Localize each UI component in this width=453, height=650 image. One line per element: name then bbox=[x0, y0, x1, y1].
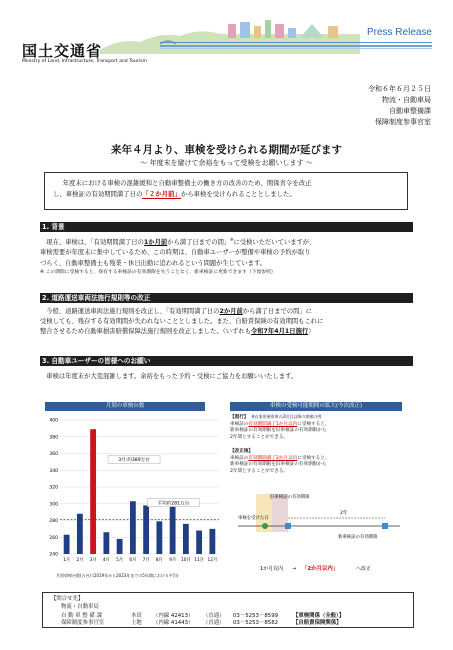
y-tick-label: 320 bbox=[49, 485, 58, 491]
section-2-heading: 2. 道路運送車両法施行規則等の改正 bbox=[40, 293, 413, 303]
bar bbox=[183, 524, 189, 554]
bar bbox=[130, 501, 136, 554]
x-tick-label: 11月 bbox=[194, 558, 205, 563]
new-expiry-marker bbox=[382, 523, 388, 529]
section-1-heading: 1. 背景 bbox=[40, 222, 413, 232]
chart-title: 月別の車検台数 bbox=[45, 402, 205, 411]
old-expiry-marker bbox=[285, 523, 291, 529]
dept-line-1: 物流・自動車局 bbox=[382, 96, 431, 104]
press-release-label: Press Release bbox=[366, 27, 432, 38]
header-color-band bbox=[160, 45, 432, 51]
bar bbox=[209, 529, 215, 554]
x-tick-label: 6月 bbox=[129, 558, 137, 563]
two-months-highlight: 「２か月前」 bbox=[142, 190, 181, 198]
right-panel-new: 【改正後】 車検証の有効期間満了2か月以内に受検すると、 新車検証の有効期限を旧車検証の有効期限から 2年間とすることができる。 bbox=[230, 449, 330, 474]
x-tick-label: 3月 bbox=[89, 558, 97, 563]
change-arrow: → bbox=[292, 566, 297, 572]
y-tick-label: 340 bbox=[49, 468, 58, 474]
contact-org: 物流・自動車局 bbox=[61, 604, 99, 611]
summary-box bbox=[44, 172, 408, 210]
bar bbox=[64, 535, 70, 554]
y-tick-label: 380 bbox=[49, 435, 58, 441]
x-tick-label: 4月 bbox=[102, 558, 110, 563]
ministry-logo-jp: 国土交通省 bbox=[22, 42, 103, 60]
page-subtitle: ～ 年度末を避けて余裕をもって受検をお願いします ～ bbox=[140, 159, 313, 167]
bar bbox=[90, 429, 96, 554]
summary-line-1: 年度末における車検の混雑緩和と自動車整備士の働き方の改善のため、関係省令を改正 bbox=[62, 179, 312, 187]
release-date: 令和６年６月２５日 bbox=[368, 85, 431, 93]
inspection-day-marker bbox=[262, 523, 268, 529]
ministry-logo-en: Ministry of Land, Infrastructure, Transport and Tourism bbox=[22, 59, 147, 64]
x-tick-label: 7月 bbox=[142, 558, 150, 563]
average-annotation: 平均約281万台 bbox=[157, 501, 190, 507]
x-tick-label: 5月 bbox=[116, 558, 124, 563]
contact-box bbox=[42, 592, 414, 628]
x-tick-label: 1月 bbox=[63, 558, 71, 563]
monthly-inspection-chart bbox=[40, 414, 225, 572]
revised-suffix: へ改正 bbox=[356, 566, 372, 572]
y-tick-label: 360 bbox=[49, 452, 58, 457]
two-years-label: 2年 bbox=[340, 511, 348, 516]
section-3-body: 車検は年度末が大変混雑します。余裕をもった予約・受検にご協力をお願いいたします。 bbox=[46, 373, 298, 380]
bar bbox=[117, 539, 123, 554]
release-meta bbox=[368, 84, 431, 128]
section-1-note: ※ この期間に受検すると、保有する車検証の有効期限を失うことなく、新車検証に更新できます（下図参照） bbox=[40, 270, 276, 275]
bar bbox=[170, 500, 176, 554]
bar bbox=[196, 531, 202, 554]
old-expiry-label: 旧車検証の有効期限 bbox=[270, 495, 310, 500]
page-title: 来年４月より、車検を受けられる期間が延びます bbox=[111, 144, 342, 156]
y-tick-label: 260 bbox=[49, 535, 58, 541]
right-panel-title: 車検の受検可能期間の拡大(今次改正) bbox=[230, 402, 402, 411]
y-tick-label: 300 bbox=[49, 502, 58, 508]
two-months-label: 「2か月以内」 bbox=[302, 566, 339, 572]
summary-line-2: し、車検証の有効期間満了日の「２か月前」から車検を受けられることとしました。 bbox=[53, 190, 296, 198]
section-3-heading: 3. 自動車ユーザーの皆様へのお願い bbox=[40, 356, 413, 366]
timeline-diagram bbox=[230, 490, 410, 575]
x-tick-label: 12月 bbox=[207, 558, 218, 563]
x-tick-label: 8月 bbox=[155, 558, 163, 563]
right-panel-now: 【現行】 ※自家用乗用車の2回目以降の車検の例 車検証の有効期間満了1か月以内に受検すると、 新車検証の有効期限を旧車検証の有効期限から 2年間とすることができる。 bbox=[230, 414, 330, 440]
y-tick-label: 280 bbox=[49, 519, 58, 524]
y-tick-label: 240 bbox=[49, 552, 58, 558]
bar bbox=[143, 505, 149, 554]
dept-line-3: 保障制度参事官室 bbox=[375, 118, 431, 126]
x-tick-label: 2月 bbox=[76, 558, 84, 563]
contact-row-1: 自 動 車 整 備 課 本田 （内線 42413） （直通） 03－5253－8599 【車検関係（全般）】 bbox=[61, 612, 345, 619]
bar bbox=[103, 532, 109, 554]
inspection-day-label: 車検を受けた日 bbox=[238, 516, 269, 521]
contact-row-2: 保障制度参事官室 上地 （内線 41443） （直通） 03－5253－8582 【自賠責保険関係】 bbox=[61, 620, 342, 627]
contact-heading: 【問合せ先】 bbox=[51, 596, 84, 602]
chart-footnote: 月別車検台数(万台) (2019年から2023年までの5年間における平均) bbox=[56, 573, 179, 578]
x-tick-label: 9月 bbox=[169, 558, 177, 563]
dept-line-2: 自動車整備課 bbox=[389, 107, 431, 115]
header-divider bbox=[160, 42, 432, 43]
section-2-body: 今般、道路運送車両法施行規則を改正し、「有効期間満了日の2か月前から満了日までの間」に 受検しても、残存する有効期間が失われないこととしました。また、自賠責保険の有効期間もこれに 整合させるため自動車損害賠償保障法施行規則を改正しました。（いずれも令和7年4月1日施行） bbox=[40, 308, 324, 336]
section-1-body: 現在、車検は、「有効期間満了日の1か月前から満了日までの間」※に受検いただいていますが、 車検需要が年度末に集中しているため、この時期は、自動車ユーザーが整備や車検の予約が取り づらく、自動車整備士も残業・休日出勤に追われるという問題が生じています。 bbox=[40, 237, 316, 267]
new-expiry-label: 新車検証の有効期限 bbox=[338, 535, 378, 540]
y-tick-label: 400 bbox=[49, 418, 58, 424]
max-annotation: 3月:約389万台 bbox=[118, 458, 150, 464]
x-tick-label: 10月 bbox=[180, 558, 191, 563]
bar bbox=[156, 521, 162, 554]
one-month-label: 1か月以内 bbox=[260, 566, 284, 572]
